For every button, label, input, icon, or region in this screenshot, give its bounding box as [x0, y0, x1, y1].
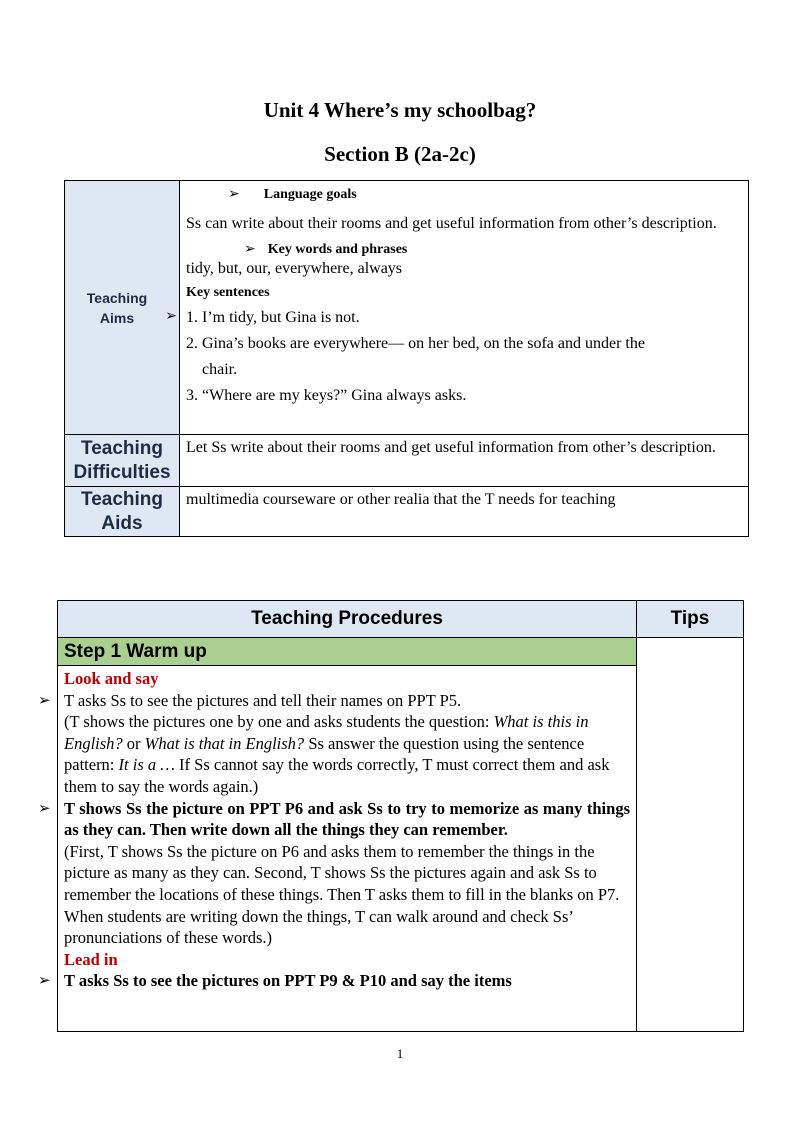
teaching-procedures-table — [38, 600, 744, 1032]
look-and-say-heading: Look and say — [64, 669, 159, 688]
arrow-bullet-icon: ➢ — [165, 307, 177, 324]
lead-in-heading: Lead in — [64, 949, 118, 969]
arrow-bullet-icon: ➢ — [38, 971, 51, 990]
aids-label-cell — [65, 487, 180, 537]
teaching-aids-label: Teaching Aids — [81, 488, 163, 534]
arrow-bullet-icon: ➢ — [38, 798, 51, 817]
teaching-aids-content: multimedia courseware or other realia that the T needs for teaching — [180, 487, 749, 537]
tips-cell — [637, 638, 744, 1032]
arrow-bullet-icon: ➢ — [38, 690, 51, 709]
key-words-heading: Key words and phrases — [267, 242, 408, 257]
teaching-aims-table — [64, 180, 749, 537]
arrow-bullet-icon: ➢ — [228, 186, 240, 202]
tips-header: Tips — [637, 601, 744, 638]
sentence-2: 2. Gina’s books are everywhere— on her bed, on the sofa and under the — [186, 335, 645, 352]
teaching-aims-label: Teaching Aims — [86, 289, 148, 326]
step-1-content — [38, 666, 637, 1032]
language-goals-heading: Language goals — [263, 187, 357, 202]
difficulties-label-cell — [65, 435, 180, 487]
step-1-header: Step 1 Warm up — [58, 638, 637, 666]
teaching-aims-content — [180, 181, 749, 435]
language-goals-text: Ss can write about their rooms and get useful information from other’s description. — [186, 215, 717, 232]
teaching-difficulties-label: Teaching Difficulties — [73, 437, 171, 483]
paragraph-1-line: T asks Ss to see the pictures and tell their names on PPT P5. — [64, 690, 462, 710]
sentence-2-continued: chair. — [202, 361, 238, 378]
key-words-text: tidy, but, our, everywhere, always — [186, 260, 403, 277]
paragraph-1-paren: (T shows the pictures one by one and asks students the question: What is this in English? or What is that in English? Ss answer the question using the sentence pattern: It is a … If Ss cannot say the words correctly, T must correct them and ask them to say the words again.) — [64, 712, 610, 796]
unit-title: Unit 4 Where’s my schoolbag? — [263, 98, 537, 122]
teaching-aims-label-cell — [65, 181, 180, 435]
key-sentences-heading: Key sentences — [186, 285, 270, 300]
paragraph-3-bold: T asks Ss to see the pictures on PPT P9 & P10 and say the items — [64, 971, 512, 991]
procedures-header: Teaching Procedures — [58, 601, 637, 638]
section-title: Section B (2a-2c) — [324, 142, 476, 166]
sentence-1: 1. I’m tidy, but Gina is not. — [186, 309, 360, 326]
arrow-bullet-icon: ➢ — [244, 241, 256, 257]
sentence-3: 3. “Where are my keys?” Gina always asks. — [186, 387, 467, 404]
teaching-difficulties-content: Let Ss write about their rooms and get useful information from other’s description. — [180, 435, 749, 487]
paragraph-2-paren: (First, T shows Ss the picture on P6 and asks them to remember the things in the picture as many as they can. Second, T shows Ss the pictures again and ask Ss to remember the locations of these things. Then T asks them to fill in the blanks on P7. When students are writing down the things, T can walk around and check Ss’ pronunciations of these words.) — [64, 841, 620, 948]
paragraph-2-bold: T shows Ss the picture on PPT P6 and ask Ss to try to memorize as many things as they can. Then write down all the things they can remember. — [64, 798, 630, 840]
page-number: 1 — [396, 1046, 404, 1061]
